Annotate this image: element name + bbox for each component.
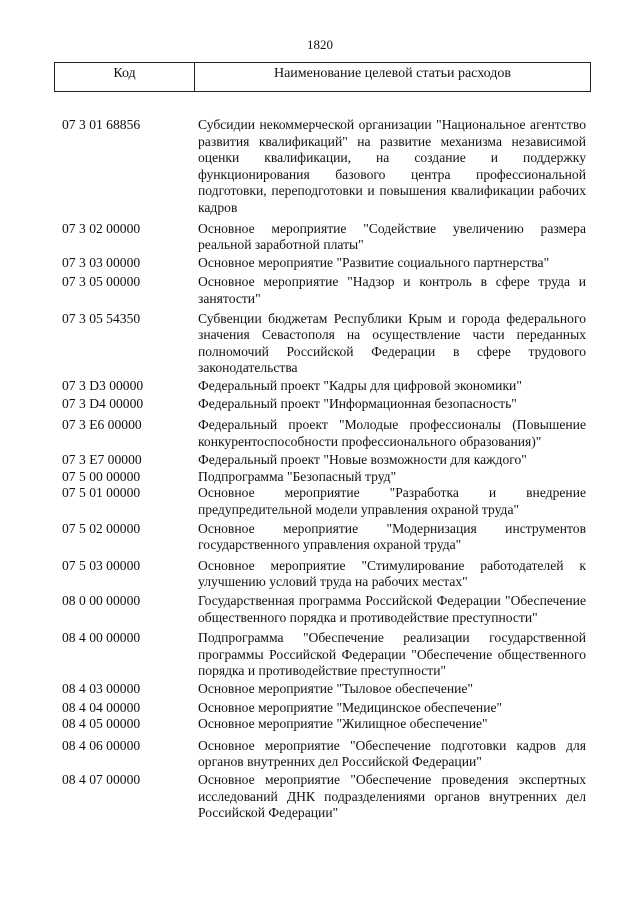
table-row <box>62 221 589 254</box>
row-name: Основное мероприятие "Развитие социального партнерства" <box>198 254 550 270</box>
row-code: 07 5 00 00000 <box>62 468 141 484</box>
row-code: 07 3 E7 00000 <box>62 452 142 468</box>
row-name: Федеральный проект "Кадры для цифровой экономики" <box>198 377 522 393</box>
table-row <box>62 417 589 450</box>
row-name: Основное мероприятие "Тыловое обеспечение" <box>198 681 474 696</box>
table-row <box>62 469 589 486</box>
row-name: Основное мероприятие "Медицинское обеспечение" <box>198 699 503 715</box>
row-code: 08 4 07 00000 <box>62 771 141 787</box>
row-code: 08 0 00 00000 <box>62 593 141 609</box>
row-name: Подпрограмма "Обеспечение реализации государственной программы Российской Федерации "Обеспечение общественного порядка и противодействие преступности" <box>198 630 586 679</box>
table-row <box>62 558 589 591</box>
table-row <box>62 378 589 395</box>
row-name: Федеральный проект "Молодые профессионалы (Повышение конкурентоспособности профессионального образования)" <box>198 417 586 449</box>
table-row <box>62 311 589 377</box>
row-name: Федеральный проект "Информационная безопасность" <box>198 395 517 411</box>
row-name: Подпрограмма "Безопасный труд" <box>198 468 397 484</box>
table-row <box>62 772 589 822</box>
header-code: Код <box>55 63 195 91</box>
row-name: Основное мероприятие "Жилищное обеспечение" <box>198 716 488 732</box>
row-code: 07 5 03 00000 <box>62 557 141 573</box>
row-code: 07 3 01 68856 <box>62 117 141 132</box>
table-row <box>62 738 589 771</box>
table-row <box>62 117 589 217</box>
row-name: Основное мероприятие "Содействие увеличению размера реальной заработной платы" <box>198 220 586 253</box>
row-code: 07 3 05 54350 <box>62 310 141 326</box>
table-row <box>62 630 589 680</box>
row-code: 07 5 02 00000 <box>62 520 141 536</box>
row-name: Федеральный проект "Новые возможности для каждого" <box>198 452 527 468</box>
row-name: Основное мероприятие "Обеспечение проведения экспертных исследований ДНК подразделениями органов внутренних дел Российской Федерации" <box>198 771 586 821</box>
row-code: 08 4 06 00000 <box>62 737 141 753</box>
row-name: Основное мероприятие "Стимулирование работодателей к улучшению условий труда на рабочих местах" <box>198 557 586 590</box>
table-row <box>62 593 589 626</box>
row-code: 08 4 00 00000 <box>62 630 141 646</box>
table-row <box>62 485 589 518</box>
table-header <box>54 62 591 92</box>
table-row <box>62 274 589 307</box>
row-name: Субсидии некоммерческой организации "Национальное агентство развития квалификаций" на развитие механизма независимой оценки квалификации, на создание и поддержку функционирования базового центра профессиональной подготовки, переподготовки и повышения квалификации рабочих кадров <box>198 117 586 215</box>
row-name: Субвенции бюджетам Республики Крым и города федерального значения Севастополя на осуществление части переданных полномочий Российской Федерации в сфере трудового законодательства <box>198 310 586 376</box>
table-row <box>62 521 589 554</box>
row-code: 08 4 05 00000 <box>62 716 141 732</box>
row-code: 07 3 D3 00000 <box>62 377 144 393</box>
table-row <box>62 255 589 272</box>
header-name: Наименование целевой статьи расходов <box>273 66 512 81</box>
row-code: 07 3 D4 00000 <box>62 395 144 411</box>
row-code: 07 5 01 00000 <box>62 485 141 501</box>
table-body <box>62 117 589 822</box>
row-name: Основное мероприятие "Разработка и внедрение предупредительной модели управления охраной труда" <box>198 485 586 518</box>
row-code: 08 4 03 00000 <box>62 681 141 696</box>
row-name: Основное мероприятие "Модернизация инструментов государственного управления охраной труда" <box>198 520 586 553</box>
row-code: 07 3 E6 00000 <box>62 417 142 433</box>
table-row <box>62 681 589 698</box>
row-code: 08 4 04 00000 <box>62 699 141 715</box>
page-number: 1820 <box>307 37 333 52</box>
table-row <box>62 452 589 469</box>
row-name: Основное мероприятие "Надзор и контроль в сфере труда и занятости" <box>198 274 586 306</box>
row-code: 07 3 03 00000 <box>62 254 141 270</box>
row-code: 07 3 05 00000 <box>62 274 141 290</box>
table-row <box>62 700 589 717</box>
table-row <box>62 396 589 413</box>
row-code: 07 3 02 00000 <box>62 220 141 236</box>
table-row <box>62 716 589 733</box>
row-name: Государственная программа Российской Федерации "Обеспечение общественного порядка и противодействие преступности" <box>198 593 586 625</box>
row-name: Основное мероприятие "Обеспечение подготовки кадров для органов внутренних дел Российской Федерации" <box>198 737 586 770</box>
